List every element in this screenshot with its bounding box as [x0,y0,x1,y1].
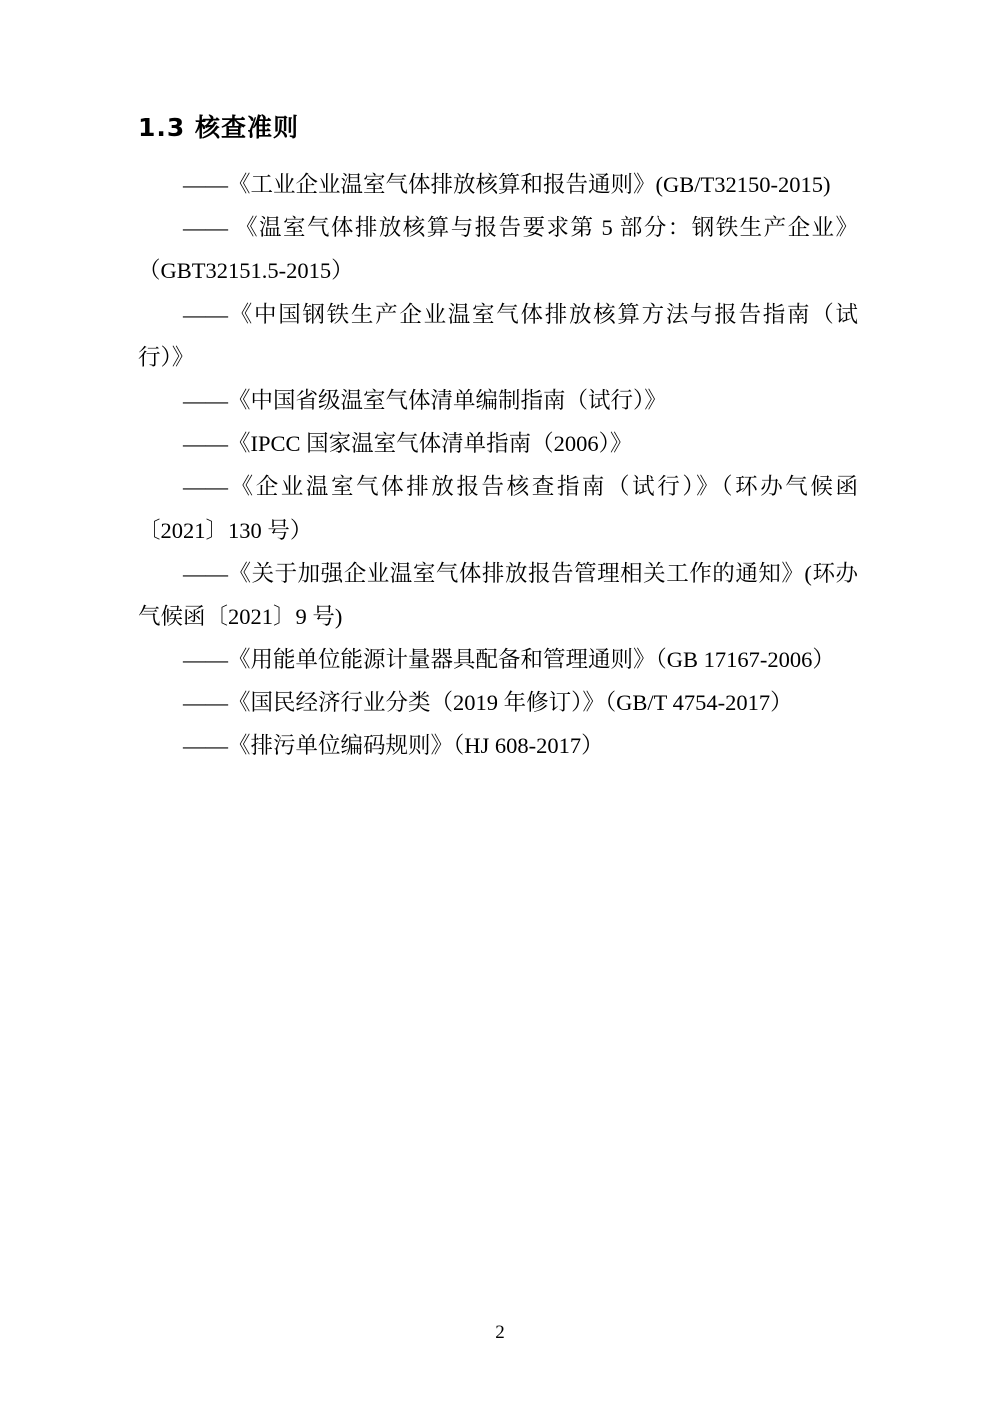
reference-item: ——《国民经济行业分类（2019 年修订）》（GB/T 4754-2017） [183,690,793,716]
page-content [138,110,858,768]
reference-item: —— 《温室气体排放核算与报告要求第 5 部分：钢铁生产企业》（GBT32151.5-2015） [138,215,858,284]
reference-item: ——《排污单位编码规则》（HJ 608-2017） [183,733,604,759]
reference-item: ——《用能单位能源计量器具配备和管理通则》（GB 17167-2006） [183,647,835,673]
reference-item: ——《IPCC 国家温室气体清单指南（2006）》 [183,431,633,457]
page-number: 2 [495,1322,505,1343]
section-heading: 1.3 核查准则 [138,113,299,142]
reference-item: ——《中国钢铁生产企业温室气体排放核算方法与报告指南（试行）》 [138,301,858,370]
reference-item: ——《企业温室气体排放报告核查指南（试行）》（环办气候函〔2021〕130 号） [138,474,858,543]
reference-item: ——《工业企业温室气体排放核算和报告通则》(GB/T32150-2015) [183,172,831,197]
reference-item: ——《关于加强企业温室气体排放报告管理相关工作的通知》(环办气候函〔2021〕9 号) [138,560,858,629]
reference-item: ——《中国省级温室气体清单编制指南（试行）》 [183,387,667,413]
